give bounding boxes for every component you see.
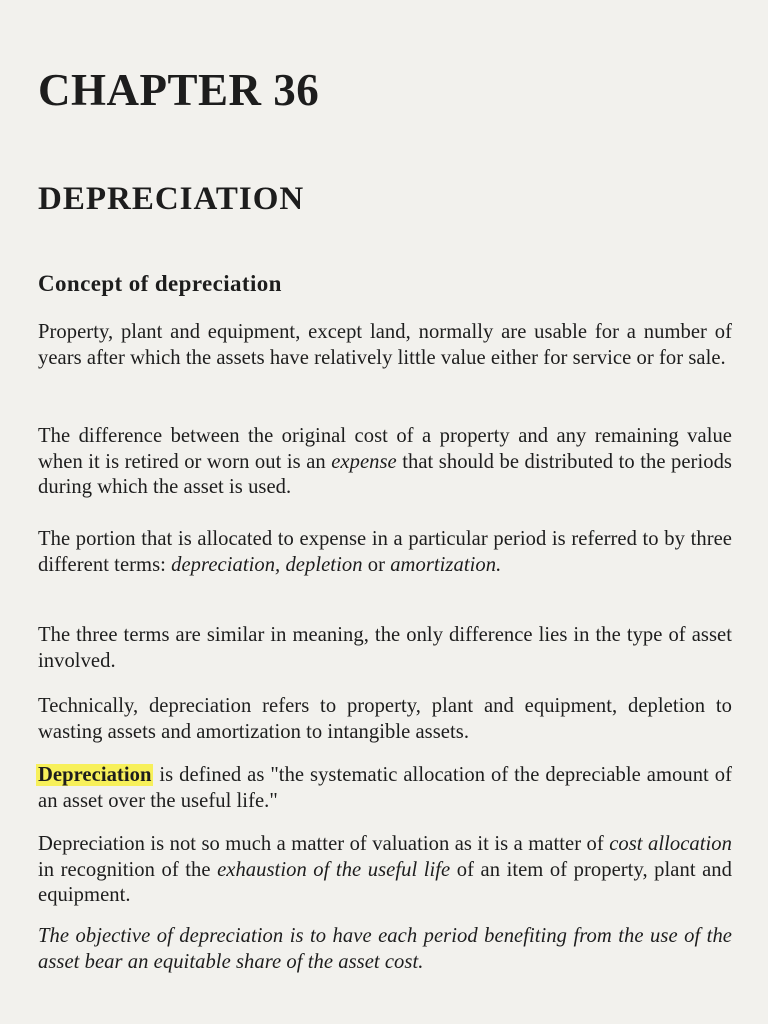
- paragraph-3-emphasis: depreciation, depletion: [171, 553, 363, 576]
- paragraph-2: [38, 424, 732, 501]
- paragraph-8: The objective of depreciation is to have each period benefiting from the use of the asset bear an equitable share of the asset cost.: [38, 925, 732, 973]
- paragraph-6-text: is defined as "the systematic allocation of the depreciable amount of an asset over the useful life.": [38, 764, 732, 812]
- paragraph-4: The three terms are similar in meaning, the only difference lies in the type of asset involved.: [38, 624, 732, 672]
- paragraph-7-emphasis-2: exhaustion of the useful life: [217, 858, 451, 881]
- paragraph-3-text-a: The portion that is allocated to expense in a particular period is referred to by three different terms:: [38, 528, 732, 576]
- paragraph-3-emphasis-2: amortization.: [390, 553, 502, 576]
- paragraph-3: [38, 527, 732, 578]
- highlighted-term: Depreciation: [38, 764, 152, 786]
- paragraph-5: Technically, depreciation refers to property, plant and equipment, depletion to wasting assets and amortization to intangible assets.: [38, 695, 732, 743]
- paragraph-1: Property, plant and equipment, except land, normally are usable for a number of years after which the assets have relatively little value either for service or for sale.: [38, 321, 732, 369]
- paragraph-3-text-b: or: [362, 553, 391, 576]
- paragraph-7-text-c: of an item of property, plant and equipment.: [38, 858, 732, 906]
- section-heading: Concept of depreciation: [38, 271, 282, 296]
- paragraph-7-emphasis: cost allocation: [609, 833, 732, 855]
- paragraph-7-text-a: Depreciation is not so much a matter of valuation as it is a matter of: [38, 833, 610, 855]
- paragraph-2-text-b: that should be distributed to the periods during which the asset is used.: [38, 450, 732, 498]
- paragraph-7: [38, 832, 732, 909]
- chapter-heading: CHAPTER 36: [38, 65, 320, 115]
- paragraph-2-emphasis: expense: [331, 450, 397, 473]
- chapter-title: DEPRECIATION: [38, 181, 305, 217]
- paragraph-2-text-a: The difference between the original cost of a property and any remaining value when it is retired or worn out is an: [38, 425, 732, 473]
- paragraph-7-text-b: in recognition of the: [38, 858, 218, 881]
- paragraph-6: [38, 763, 732, 814]
